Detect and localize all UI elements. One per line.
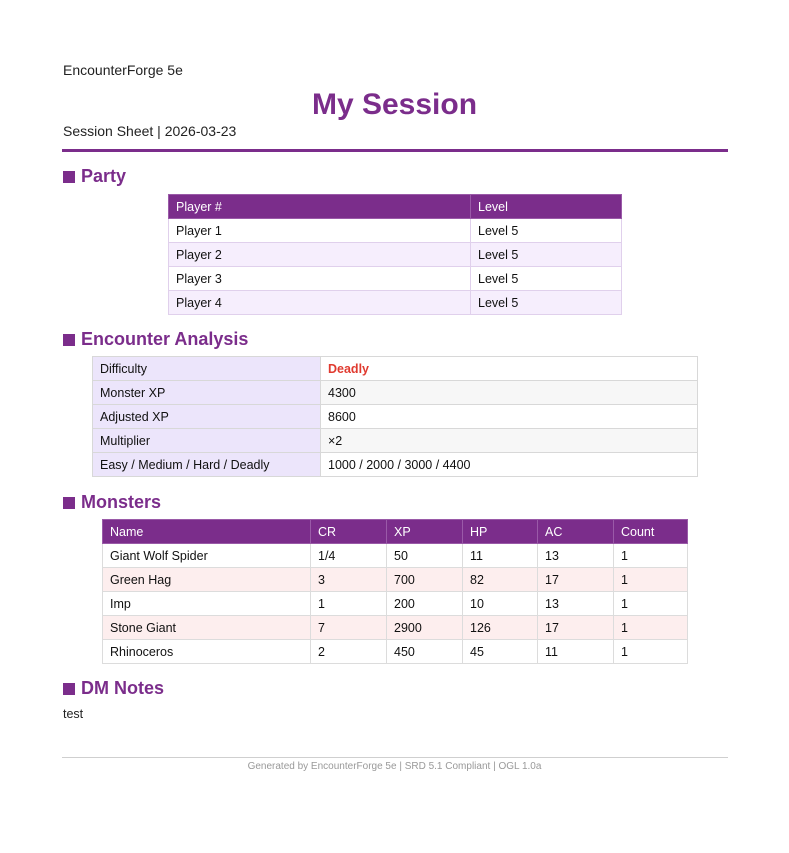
monster-col-name: Name: [103, 520, 311, 544]
analysis-key-cell: Easy / Medium / Hard / Deadly: [93, 453, 321, 477]
header-rule: [62, 149, 728, 152]
monster-cr-cell: 3: [311, 568, 387, 592]
party-heading: [63, 166, 126, 187]
analysis-heading: [63, 329, 248, 350]
monster-hp-cell: 126: [463, 616, 538, 640]
analysis-key-cell: Adjusted XP: [93, 405, 321, 429]
monster-xp-cell: 450: [387, 640, 463, 664]
monster-count-cell: 1: [614, 616, 688, 640]
notes-heading: [63, 678, 164, 699]
monster-table: [102, 519, 688, 664]
notes-text: test: [63, 707, 84, 721]
table-row: [103, 640, 688, 664]
monster-count-cell: 1: [614, 592, 688, 616]
square-bullet-icon: [63, 683, 75, 695]
monster-ac-cell: 13: [538, 544, 614, 568]
monsters-heading: [63, 492, 161, 513]
monster-cr-cell: 7: [311, 616, 387, 640]
party-col-level: Level: [471, 195, 622, 219]
monster-xp-cell: 700: [387, 568, 463, 592]
table-row: [103, 568, 688, 592]
table-row: [93, 381, 698, 405]
party-player-cell: Player 3: [169, 267, 471, 291]
monster-hp-cell: 10: [463, 592, 538, 616]
monster-col-xp: XP: [387, 520, 463, 544]
analysis-value-cell: 4300: [321, 381, 698, 405]
analysis-value-cell: 8600: [321, 405, 698, 429]
monster-ac-cell: 11: [538, 640, 614, 664]
table-row: [169, 291, 622, 315]
monster-hp-cell: 11: [463, 544, 538, 568]
monster-name-cell: Rhinoceros: [103, 640, 311, 664]
square-bullet-icon: [63, 171, 75, 183]
footer-text: Generated by EncounterForge 5e | SRD 5.1 Compliant | OGL 1.0a: [247, 761, 542, 772]
monster-hp-cell: 82: [463, 568, 538, 592]
monster-name-cell: Giant Wolf Spider: [103, 544, 311, 568]
monster-hp-cell: 45: [463, 640, 538, 664]
monster-name-cell: Stone Giant: [103, 616, 311, 640]
square-bullet-icon: [63, 334, 75, 346]
party-table: [168, 194, 622, 315]
table-row: [103, 592, 688, 616]
table-row: [103, 616, 688, 640]
monster-header-row: [103, 520, 688, 544]
analysis-key-cell: Monster XP: [93, 381, 321, 405]
brand-name: EncounterForge 5e: [63, 62, 183, 78]
monsters-heading-label: Monsters: [81, 492, 162, 512]
table-row: [93, 357, 698, 381]
analysis-value-cell: 1000 / 2000 / 3000 / 4400: [321, 453, 698, 477]
party-level-cell: Level 5: [471, 267, 622, 291]
monster-col-cr: CR: [311, 520, 387, 544]
table-row: [93, 429, 698, 453]
notes-heading-label: DM Notes: [81, 678, 165, 698]
monster-count-cell: 1: [614, 544, 688, 568]
monster-cr-cell: 1: [311, 592, 387, 616]
table-row: [169, 219, 622, 243]
party-level-cell: Level 5: [471, 243, 622, 267]
monster-col-hp: HP: [463, 520, 538, 544]
monster-name-cell: Green Hag: [103, 568, 311, 592]
monster-name-cell: Imp: [103, 592, 311, 616]
party-heading-label: Party: [81, 166, 127, 186]
monster-xp-cell: 200: [387, 592, 463, 616]
analysis-table: [92, 356, 698, 477]
table-row: [93, 453, 698, 477]
party-player-cell: Player 1: [169, 219, 471, 243]
analysis-heading-label: Encounter Analysis: [81, 329, 249, 349]
page-title: My Session: [311, 88, 478, 121]
monster-col-ac: AC: [538, 520, 614, 544]
difficulty-badge: Deadly: [328, 361, 369, 376]
monster-count-cell: 1: [614, 568, 688, 592]
monster-ac-cell: 13: [538, 592, 614, 616]
monster-xp-cell: 2900: [387, 616, 463, 640]
table-row: [103, 544, 688, 568]
party-player-cell: Player 4: [169, 291, 471, 315]
monster-col-count: Count: [614, 520, 688, 544]
monster-cr-cell: 2: [311, 640, 387, 664]
session-subtitle: Session Sheet | 2026-03-23: [63, 123, 237, 139]
monster-ac-cell: 17: [538, 568, 614, 592]
analysis-key-cell: Multiplier: [93, 429, 321, 453]
party-level-cell: Level 5: [471, 291, 622, 315]
party-player-cell: Player 2: [169, 243, 471, 267]
party-header-row: [169, 195, 622, 219]
table-row: [169, 267, 622, 291]
monster-xp-cell: 50: [387, 544, 463, 568]
analysis-value-cell: ×2: [321, 429, 698, 453]
party-level-cell: Level 5: [471, 219, 622, 243]
footer-rule: [62, 757, 728, 758]
party-col-player: Player #: [169, 195, 471, 219]
monster-ac-cell: 17: [538, 616, 614, 640]
difficulty-value: [321, 357, 698, 381]
monster-cr-cell: 1/4: [311, 544, 387, 568]
square-bullet-icon: [63, 497, 75, 509]
table-row: [93, 405, 698, 429]
table-row: [169, 243, 622, 267]
monster-count-cell: 1: [614, 640, 688, 664]
analysis-key-cell: Difficulty: [93, 357, 321, 381]
